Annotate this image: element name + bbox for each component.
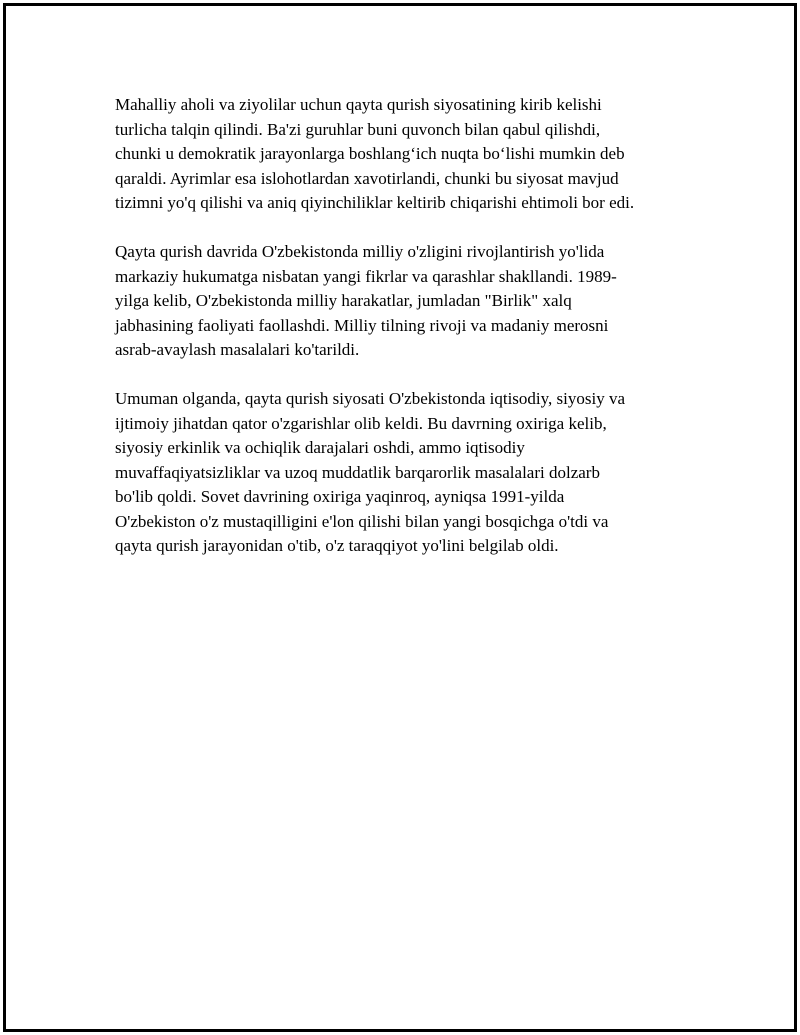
text-line: qayta qurish jarayonidan o'tib, o'z taraqqiyot yo'lini belgilab oldi. (115, 536, 559, 555)
text-line: yilga kelib, O'zbekistonda milliy harakatlar, jumladan "Birlik" xalq (115, 291, 572, 310)
text-line: ijtimoiy jihatdan qator o'zgarishlar olib keldi. Bu davrning oxiriga kelib, (115, 413, 607, 433)
paragraph-1 (115, 93, 685, 216)
text-line: qaraldi. Ayrimlar esa islohotlardan xavotirlandi, chunki bu siyosat mavjud (115, 168, 619, 188)
text-line: bo'lib qoldi. Sovet davrining oxiriga yaqinroq, ayniqsa 1991-yilda (115, 487, 565, 506)
text-line: markaziy hukumatga nisbatan yangi fikrlar va qarashlar shakllandi. 1989- (115, 266, 617, 286)
text-line: O'zbekiston o'z mustaqilligini e'lon qilishi bilan yangi bosqichga o'tdi va (115, 511, 609, 531)
paragraph-2 (115, 240, 685, 363)
paragraph-3 (115, 387, 685, 559)
text-line: siyosiy erkinlik va ochiqlik darajalari oshdi, ammo iqtisodiy (115, 438, 525, 457)
text-line: tizimni yo'q qilishi va aniq qiyinchiliklar keltirib chiqarishi ehtimoli bor edi. (115, 193, 635, 212)
text-line: jabhasining faoliyati faollashdi. Milliy tilning rivoji va madaniy merosni (115, 315, 609, 335)
text-line: Mahalliy aholi va ziyolilar uchun qayta qurish siyosatining kirib kelishi (115, 95, 602, 114)
text-line: turlicha talqin qilindi. Ba'zi guruhlar buni quvonch bilan qabul qilishdi, (115, 119, 601, 139)
text-line: asrab-avaylash masalalari ko'tarildi. (115, 340, 360, 359)
text-line: Qayta qurish davrida O'zbekistonda milliy o'zligini rivojlantirish yo'lida (115, 242, 605, 261)
text-line: chunki u demokratik jarayonlarga boshlang‘ich nuqta bo‘lishi mumkin deb (115, 144, 625, 163)
text-line: Umuman olganda, qayta qurish siyosati O'zbekistonda iqtisodiy, siyosiy va (115, 389, 626, 408)
text-line: muvaffaqiyatsizliklar va uzoq muddatlik barqarorlik masalalari dolzarb (115, 462, 600, 482)
document-body (115, 93, 685, 559)
